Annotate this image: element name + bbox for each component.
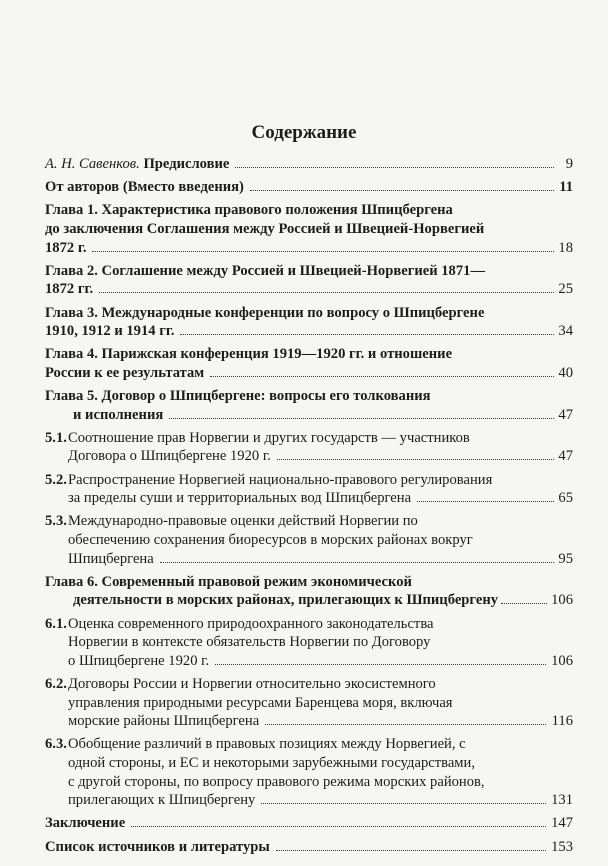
dot-leader [501,592,547,604]
entry-line: Международно-правовые оценки действий Норвегии по [68,513,418,530]
toc-entry-chapter-1[interactable] [45,201,573,257]
page-number: 34 [558,323,573,340]
entry-line: 1872 гг. [45,281,94,298]
entry-title: Заключение [45,815,126,832]
section-number: 6.1. [45,615,67,632]
entry-line: Соотношение прав Норвегии и других государств — участников [68,429,470,446]
page-number: 147 [551,815,573,832]
dot-leader [277,448,554,460]
section-number: 6.2. [45,675,67,692]
table-of-contents [45,155,573,861]
entry-line: Глава 4. Парижская конференция 1919—1920 гг. и отношение [45,346,453,363]
entry-line: Обобщение различий в правовых позициях между Норвегией, с [68,736,466,753]
entry-line: одной стороны, и ЕС и некоторыми зарубежными государствами, [68,754,475,771]
toc-entry-sources[interactable] [45,838,573,857]
page-number: 47 [558,448,573,465]
entry-line: Шпицбергена [68,550,154,567]
entry-line: 1910, 1912 и 1914 гг. [45,323,175,340]
page-number: 106 [551,652,573,669]
section-number: 5.2. [45,471,67,488]
entry-line: Глава 5. Договор о Шпицбергене: вопросы его толкования [45,388,431,405]
page-number: 116 [551,713,573,730]
page-number: 18 [558,239,573,256]
toc-entry-section-6-1[interactable] [45,615,573,671]
dot-leader [210,365,554,377]
toc-entry-section-6-3[interactable] [45,735,573,809]
page-number: 95 [558,550,573,567]
entry-line: прилегающих к Шпицбергену [68,792,256,809]
entry-line: деятельности в морских районах, прилегающих к Шпицбергену [73,592,499,609]
entry-line: с другой стороны, по вопросу правового режима морских районов, [68,773,485,790]
toc-entry-preface[interactable] [45,155,573,174]
page-number: 65 [558,490,573,507]
dot-leader [417,490,554,502]
toc-entry-section-5-2[interactable] [45,471,573,508]
page-number: 25 [558,281,573,298]
dot-leader [250,179,554,191]
preface-author: А. Н. Савенков. [45,156,140,172]
page-number: 47 [558,406,573,423]
entry-title: Список источников и литературы [45,838,270,855]
entry-line: управления природными ресурсами Баренцева моря, включая [68,694,453,711]
preface-title: Предисловие [143,156,230,172]
toc-entry-chapter-5[interactable] [45,387,573,424]
dot-leader [92,240,554,252]
entry-line: и исполнения [73,406,164,423]
entry-line: России к ее результатам [45,364,205,381]
entry-line: Договоры России и Норвегии относительно экосистемного [68,675,436,692]
entry-line: Глава 6. Современный правовой режим экономической [45,573,412,590]
dot-leader [99,281,554,293]
entry-line: Глава 3. Международные конференции по вопросу о Шпицбергене [45,304,485,321]
page-number: 106 [551,592,573,609]
dot-leader [215,653,546,665]
toc-entry-chapter-6[interactable] [45,573,573,610]
entry-line: морские районы Шпицбергена [68,713,260,730]
toc-entry-chapter-2[interactable] [45,262,573,299]
dot-leader [180,323,554,335]
entry-line: Распространение Норвегией национально-правового регулирования [68,471,493,488]
toc-entry-from-authors[interactable] [45,178,573,197]
entry-line: за пределы суши и территориальных вод Шпицбергена [68,490,412,507]
section-number: 5.1. [45,429,67,446]
entry-line: Глава 1. Характеристика правового положения Шпицбергена [45,202,453,219]
toc-entry-chapter-3[interactable] [45,304,573,341]
page-number: 11 [559,179,573,196]
toc-entry-chapter-4[interactable] [45,345,573,382]
entry-line: обеспечению сохранения биоресурсов в морских районах вокруг [68,532,473,549]
dot-leader [265,713,546,725]
toc-entry-section-6-2[interactable] [45,675,573,731]
entry-line: Норвегии в контексте обязательств Норвегии по Договору [68,634,431,651]
toc-entry-section-5-3[interactable] [45,512,573,568]
entry-line: Договора о Шпицбергене 1920 г. [68,448,271,465]
dot-leader [235,156,554,168]
dot-leader [131,815,546,827]
page-number: 131 [551,792,573,809]
page-title: Содержание [251,122,357,143]
entry-line: Оценка современного природоохранного законодательства [68,615,434,632]
section-number: 5.3. [45,513,67,530]
toc-entry-conclusion[interactable] [45,814,573,833]
toc-entry-section-5-1[interactable] [45,429,573,466]
page-number: 40 [558,364,573,381]
dot-leader [276,839,546,851]
page-number: 9 [565,156,573,172]
dot-leader [261,792,546,804]
entry-title: От авторов (Вместо введения) [45,179,244,196]
dot-leader [169,407,554,419]
entry-line: 1872 г. [45,239,87,256]
page-number: 153 [551,838,573,855]
dot-leader [160,551,554,563]
entry-line: до заключения Соглашения между Россией и Швецией-Норвегией [45,220,485,237]
section-number: 6.3. [45,736,67,753]
entry-line: о Шпицбергене 1920 г. [68,652,210,669]
entry-line: Глава 2. Соглашение между Россией и Швецией-Норвегией 1871— [45,262,486,279]
